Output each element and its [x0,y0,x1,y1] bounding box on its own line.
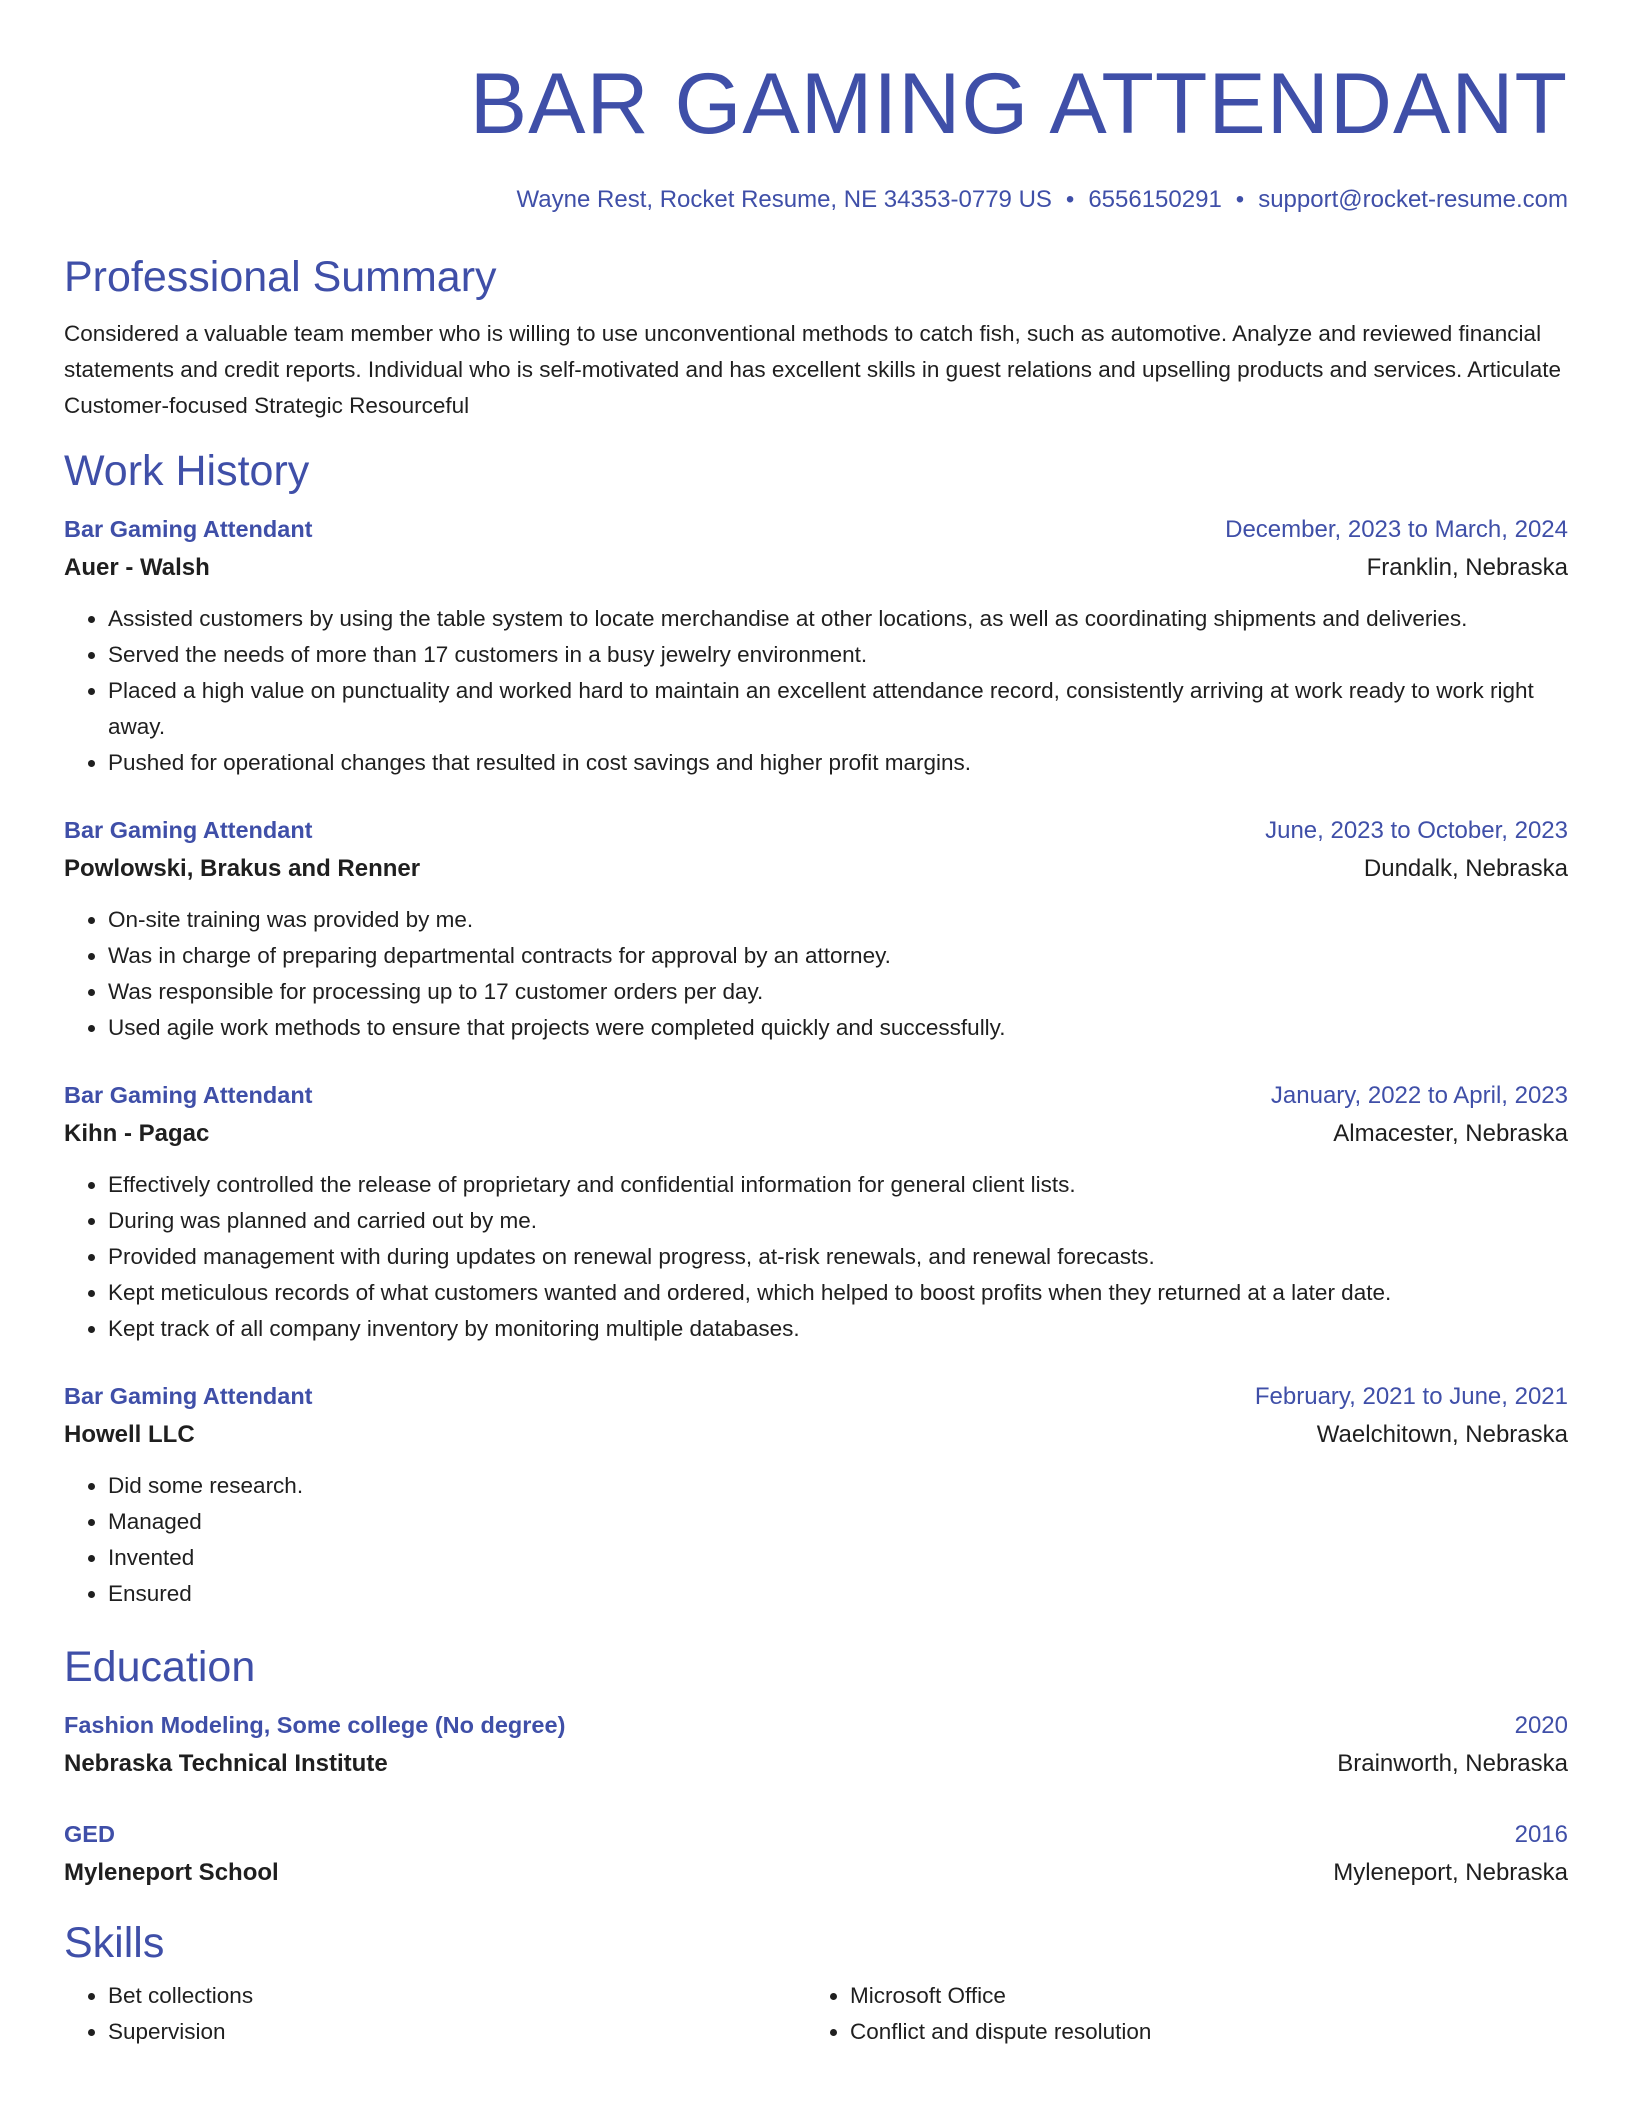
contact-address: Wayne Rest, Rocket Resume, NE 34353-0779 US [516,186,1052,213]
skills-heading: Skills [64,1919,165,1967]
skills-column-left [64,1978,806,2050]
job-location: Franklin, Nebraska [1366,554,1568,581]
job-bullet: • Effectively controlled the release of proprietary and confidential information for general client lists. [108,1167,1568,1203]
job-bullet: • Ensured [108,1576,1568,1612]
job-bullets [64,601,1568,781]
contact-phone: 6556150291 [1088,186,1222,213]
job-bullet: • Was in charge of preparing departmental contracts for approval by an attorney. [108,938,1568,974]
job-location: Dundalk, Nebraska [1363,855,1568,882]
job-title: Bar Gaming Attendant [64,817,313,843]
job-bullet: • Did some research. [108,1468,1568,1504]
job-dates: February, 2021 to June, 2021 [1254,1383,1568,1410]
job-bullet: • Was responsible for processing up to 17 customer orders per day. [108,974,1568,1010]
job-location: Waelchitown, Nebraska [1316,1421,1568,1448]
company-name: Kihn - Pagac [64,1120,210,1147]
degree-title: Fashion Modeling, Some college (No degree) [64,1712,566,1738]
job-title: Bar Gaming Attendant [64,516,313,542]
skills-column-right [806,1978,1548,2050]
contact-separator: • [1065,186,1075,213]
job-title: Bar Gaming Attendant [64,1383,313,1409]
job-bullets [64,1468,1568,1612]
skill-item: • Conflict and dispute resolution [850,2014,1548,2050]
job-dates: June, 2023 to October, 2023 [1265,817,1568,844]
skill-item: • Microsoft Office [850,1978,1548,2014]
job-bullets [64,1167,1568,1347]
job-dates: January, 2022 to April, 2023 [1270,1082,1568,1109]
work-entry [64,811,1568,1046]
resume-name: BAR GAMING ATTENDANT [469,56,1568,152]
company-name: Auer - Walsh [64,554,210,581]
education-year: 2016 [1514,1821,1568,1848]
skills-list [806,1978,1548,2050]
company-name: Powlowski, Brakus and Renner [64,855,421,882]
contact-email: support@rocket-resume.com [1258,186,1568,213]
job-bullet: • Pushed for operational changes that resulted in cost savings and higher profit margins. [108,745,1568,781]
job-location: Almacester, Nebraska [1333,1120,1568,1147]
summary-heading: Professional Summary [64,253,497,301]
skills-list [64,1978,806,2050]
education-year: 2020 [1514,1712,1568,1739]
summary-text: Considered a valuable team member who is willing to use unconventional methods to catch fish, such as automotive. Analyze and reviewed financial statements and credit reports. Individual who is self-motivated and has excellent skills in guest relations and upselling products and services. Articulate Customer-focused Strategic Resourceful [64,321,1562,418]
job-bullet: • Kept track of all company inventory by monitoring multiple databases. [108,1311,1568,1347]
job-bullets [64,902,1568,1046]
work-entry [64,1377,1568,1612]
work-entry [64,510,1568,781]
resume-page [64,0,1568,2050]
job-bullet: • Placed a high value on punctuality and worked hard to maintain an excellent attendance record, consistently arriving at work ready to work right away. [108,673,1568,745]
job-bullet: • Managed [108,1504,1568,1540]
skill-item: • Supervision [108,2014,806,2050]
job-title: Bar Gaming Attendant [64,1082,313,1108]
school-location: Brainworth, Nebraska [1337,1750,1568,1777]
education-entry [64,1815,1568,1892]
job-bullet: • Kept meticulous records of what customers wanted and ordered, which helped to boost profits when they returned at a later date. [108,1275,1568,1311]
school-name: Myleneport School [64,1859,279,1886]
education-entry [64,1706,1568,1783]
work-history-heading: Work History [64,447,310,495]
contact-line [64,184,1568,216]
school-name: Nebraska Technical Institute [64,1750,388,1777]
skill-item: • Bet collections [108,1978,806,2014]
degree-title: GED [64,1821,115,1847]
education-heading: Education [64,1643,256,1691]
job-bullet: • Invented [108,1540,1568,1576]
contact-separator: • [1235,186,1245,213]
job-dates: December, 2023 to March, 2024 [1225,516,1568,543]
school-location: Myleneport, Nebraska [1333,1859,1568,1886]
job-bullet: • Assisted customers by using the table system to locate merchandise at other locations, as well as coordinating shipments and deliveries. [108,601,1568,637]
work-entry [64,1076,1568,1347]
job-bullet: • Used agile work methods to ensure that projects were completed quickly and successfully. [108,1010,1568,1046]
company-name: Howell LLC [64,1421,195,1448]
job-bullet: • On-site training was provided by me. [108,902,1568,938]
skills-grid [64,1978,1568,2050]
job-bullet: • Served the needs of more than 17 customers in a busy jewelry environment. [108,637,1568,673]
job-bullet: • During was planned and carried out by me. [108,1203,1568,1239]
job-bullet: • Provided management with during updates on renewal progress, at-risk renewals, and renewal forecasts. [108,1239,1568,1275]
